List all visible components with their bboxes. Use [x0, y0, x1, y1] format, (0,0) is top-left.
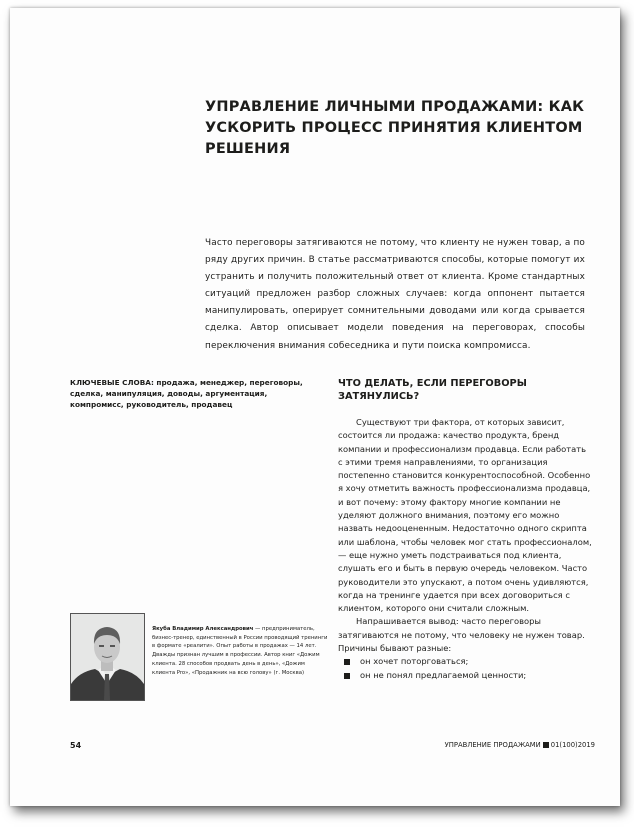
keywords-label: КЛЮЧЕВЫЕ СЛОВА: — [70, 378, 154, 387]
section-heading: ЧТО ДЕЛАТЬ, ЕСЛИ ПЕРЕГОВОРЫ ЗАТЯНУЛИСЬ? — [338, 378, 527, 402]
journal-name: УПРАВЛЕНИЕ ПРОДАЖАМИ — [444, 741, 541, 749]
author-photo — [70, 613, 145, 701]
list-item: он хочет поторговаться; — [344, 655, 592, 668]
article-abstract: Часто переговоры затягиваются не потому, что клиенту не нужен товар, а по ряду других причин. В статье рассматриваются способы, которые помогут их устранить и получить положительный ответ от клиента. Кроме стандартных ситуаций предложен разбор сложных случаев: когда оппонент пытается манипулировать, оперирует сомнительными доводами или когда срывается сделка. Автор описывает модели поведения на переговорах, способы переключения внимания собеседника и пути поиска компромисса. — [205, 238, 585, 351]
author-description: — предприниматель, бизнес-тренер, единственный в России проводящий тренинги в формате «реалити». Опыт работы в продажах — 14 лет. Дважды признан лучшим в профессии. Автор книг «Дожим клиента. 28 способов продвать день в день», «Дожим клиента Pro», «Продажник на всю голову» (г. Москва) — [152, 626, 328, 676]
article-title: УПРАВЛЕНИЕ ЛИЧНЫМИ ПРОДАЖАМИ: КАК УСКОРИТЬ ПРОЦЕСС ПРИНЯТИЯ КЛИЕНТОМ РЕШЕНИЯ — [205, 99, 585, 157]
journal-footer — [405, 741, 595, 749]
keywords — [70, 377, 320, 410]
bullet-square-icon — [344, 659, 350, 665]
journal-issue: 01(100)2019 — [550, 741, 595, 749]
list-item: он не понял предлагаемой ценности; — [344, 669, 592, 682]
reasons-list — [338, 655, 592, 682]
body-paragraph: Напрашивается вывод: часто переговоры затягиваются не потому, что человеку не нужен товар. Причины бывают разные: — [338, 616, 585, 654]
bullet-square-icon — [344, 673, 350, 679]
author-name: Якуба Владимир Александрович — [152, 626, 254, 632]
body-paragraph: Существуют три фактора, от которых зависит, состоится ли продажа: качество продукта, бренд компании и профессионализм продавца. Если работать с этими тремя направлениями, то организация постепенно становится конкурентоспособной. Особенно я хочу отметить важность профессионализма продавца, и вот почему: этому фактору многие компании не уделяют должного внимания, поэтому его можно назвать недооцененным. Недостаточно одного скрипта или шаблона, чтобы человек мог стать профессионалом, — еще нужно уметь подстраиваться под клиента, слушать его и быть в первую очередь человеком. Часто руководители это упускают, а потом очень удивляются, когда на тренинге удается при всех договориться с клиентом, которого они считали сложным. — [338, 417, 592, 614]
keywords-list: продажа, менеджер, переговоры, сделка, манипуляция, доводы, аргументация, компромисс, руководитель, продавец — [70, 378, 303, 409]
page-number: 54 — [70, 741, 82, 750]
article-body — [338, 416, 592, 682]
author-portrait-icon — [71, 614, 144, 700]
square-separator-icon — [543, 742, 549, 748]
author-bio — [152, 625, 328, 677]
